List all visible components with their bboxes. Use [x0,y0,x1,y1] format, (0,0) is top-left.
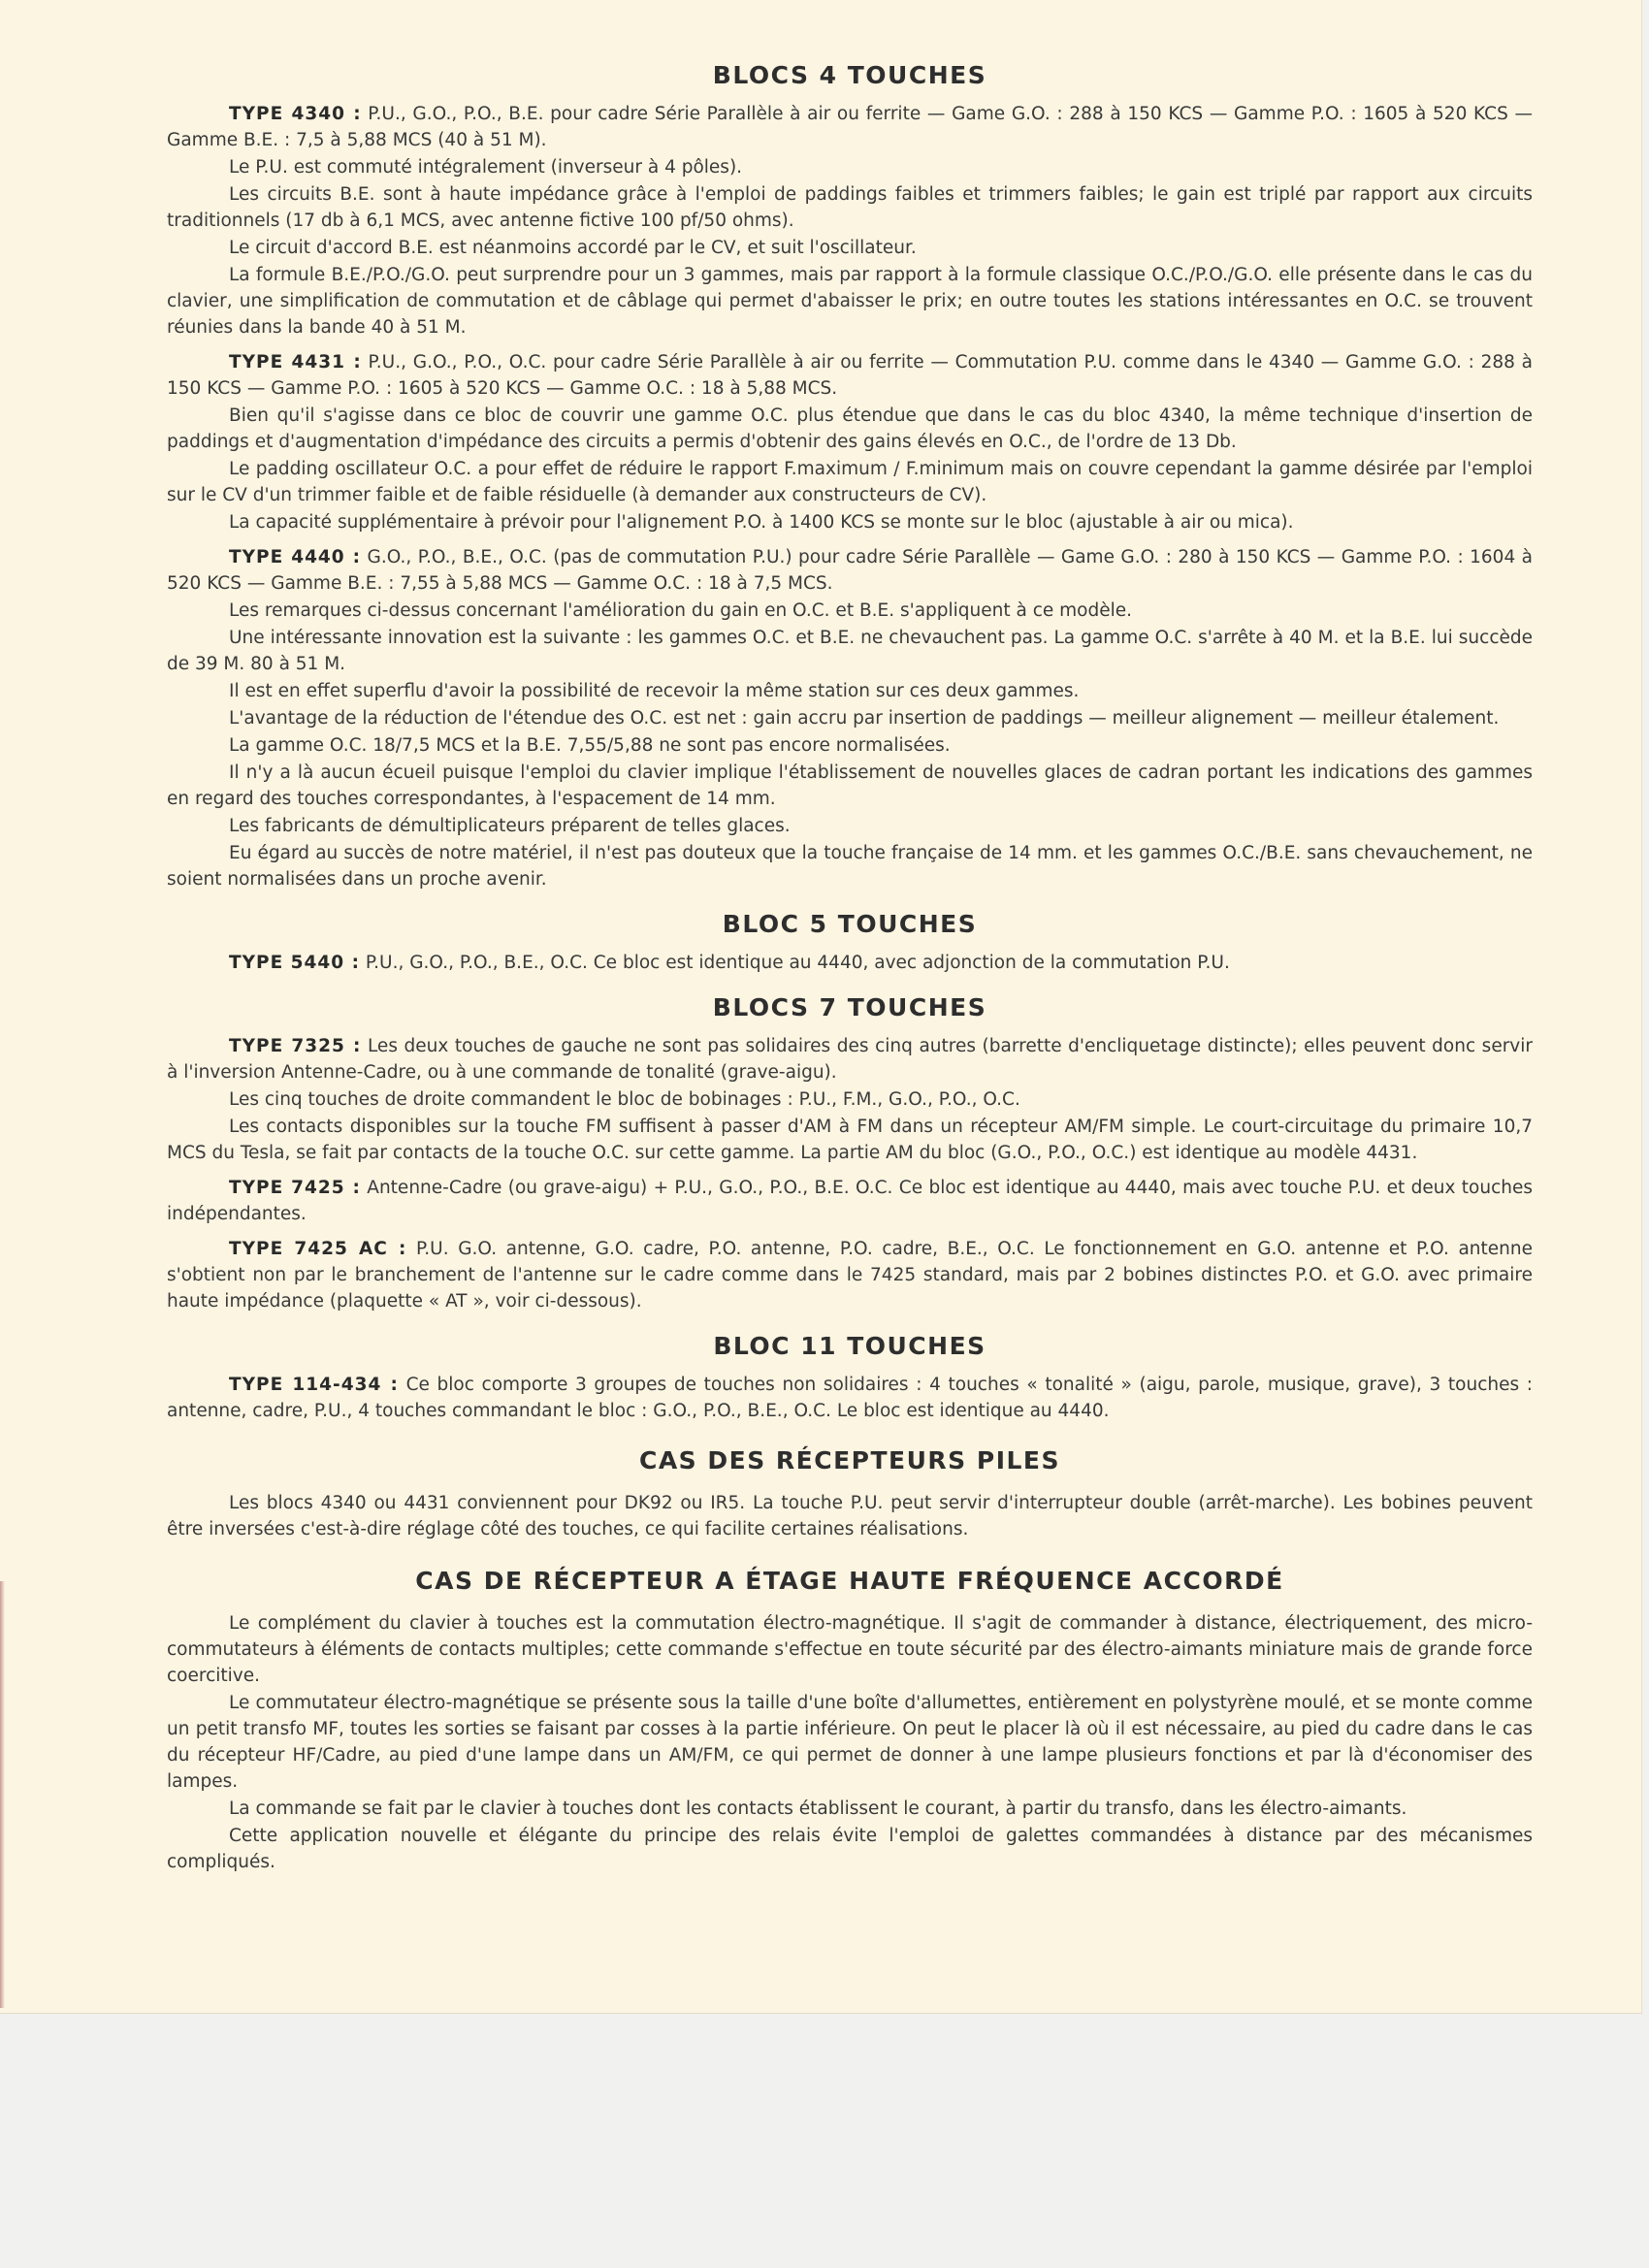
type-text: P.U. G.O. antenne, G.O. cadre, P.O. antenne, P.O. cadre, B.E., O.C. Le fonctionnement en G.O. antenne et P.O. antenne s'obtient non par le branchement de l'antenne sur le cadre comme dans le 7425 standard, mais par 2 bobines distinctes P.O. et G.O. avec primaire haute impédance (plaquette « AT », voir ci-dessous). [167,1239,1533,1312]
paragraph: La commande se fait par le clavier à touches dont les contacts établissent le courant, à partir du transfo, dans les électro-aimants. [229,1798,1407,1819]
type-5440-paragraph [167,950,1533,976]
paragraph: Les circuits B.E. sont à haute impédance grâce à l'emploi de paddings faibles et trimmers faibles; le gain est triplé par rapport aux circuits traditionnels (17 db à 6,1 MCS, avec antenne fictive 100 pf/50 ohms). [167,184,1533,231]
type-text: Les deux touches de gauche ne sont pas solidaires des cinq autres (barrette d'encliquetage distincte); elles peuvent donc servir à l'inversion Antenne-Cadre, ou à une commande de tonalité (grave-aigu). [167,1036,1534,1083]
type-7425-paragraph [167,1175,1533,1227]
type-4340-paragraph [167,101,1533,153]
paragraph: Les contacts disponibles sur la touche FM suffisent à passer d'AM à FM dans un récepteur AM/FM simple. Le court-circuitage du primaire 10,7 MCS du Tesla, se fait par contacts de la touche O.C. sur cette gamme. La partie AM du bloc (G.O., P.O., O.C.) est identique au modèle 4431. [167,1117,1533,1163]
type-text: G.O., P.O., B.E., O.C. (pas de commutation P.U.) pour cadre Série Parallèle — Game G.O. : 280 à 150 KCS — Gamme P.O. : 1604 à 520 KCS — Gamme B.E. : 7,55 à 5,88 MCS — Gamme O.C. : 18 à 7,5 MCS. [167,547,1533,594]
paragraph: Le commutateur électro-magnétique se présente sous la taille d'une boîte d'allumettes, entièrement en polystyrène moulé, et se monte comme un petit transfo MF, toutes les sorties se faisant par cosses à la partie inférieure. On peut le placer là où il est nécessaire, au pied du cadre dans le cas du récepteur HF/Cadre, au pied d'une lampe dans un AM/FM, ce qui permet de donner à une lampe plusieurs fonctions et par là d'économiser des lampes. [167,1693,1533,1792]
paragraph: Les blocs 4340 ou 4431 conviennent pour DK92 ou IR5. La touche P.U. peut servir d'interrupteur double (arrêt-marche). Les bobines peuvent être inversées c'est-à-dire réglage côté des touches, ce qui facilite certaines réalisations. [167,1493,1533,1539]
type-text: Ce bloc comporte 3 groupes de touches non solidaires : 4 touches « tonalité » (aigu, parole, musique, grave), 3 touches : antenne, cadre, P.U., 4 touches commandant le bloc : G.O., P.O., B.E., O.C. Le bloc est identique au 4440. [167,1375,1533,1421]
paragraph: Le padding oscillateur O.C. a pour effet de réduire le rapport F.maximum / F.minimum mais on couvre cependant la gamme désirée par l'emploi sur le CV d'un trimmer faible et de faible résiduelle (à demander aux constructeurs de CV). [167,459,1533,505]
paragraph: Eu égard au succès de notre matériel, il n'est pas douteux que la touche française de 14 mm. et les gammes O.C./B.E. sans chevauchement, ne soient normalisées dans un proche avenir. [167,843,1533,890]
paragraph: Il est en effet superflu d'avoir la possibilité de recevoir la même station sur ces deux gammes. [229,681,1080,701]
type-label: TYPE 4340 : [229,104,362,124]
heading-blocs-7-touches: BLOCS 7 TOUCHES [712,993,987,1021]
paragraph: Le P.U. est commuté intégralement (inverseur à 4 pôles). [229,157,743,178]
type-label: TYPE 4440 : [229,547,362,567]
paragraph: Les remarques ci-dessus concernant l'amélioration du gain en O.C. et B.E. s'appliquent à ce modèle. [229,600,1133,621]
document-body [167,56,1533,1876]
type-label: TYPE 7425 AC : [229,1239,407,1259]
type-text: Antenne-Cadre (ou grave-aigu) + P.U., G.O., P.O., B.E. O.C. Ce bloc est identique au 4440, mais avec touche P.U. et deux touches indépendantes. [167,1178,1534,1224]
type-label: TYPE 7425 : [229,1178,361,1198]
heading-blocs-4-touches: BLOCS 4 TOUCHES [712,61,987,89]
type-label: TYPE 114-434 : [229,1375,399,1395]
type-text: P.U., G.O., P.O., B.E., O.C. Ce bloc est identique au 4440, avec adjonction de la commutation P.U. [365,953,1230,973]
type-4431-paragraph [167,349,1533,402]
type-text: P.U., G.O., P.O., B.E. pour cadre Série Parallèle à air ou ferrite — Game G.O. : 288 à 150 KCS — Gamme P.O. : 1605 à 520 KCS — Gamme B.E. : 7,5 à 5,88 MCS (40 à 51 M). [167,104,1533,150]
heading-etage-hf-accorde: CAS DE RÉCEPTEUR A ÉTAGE HAUTE FRÉQUENCE ACCORDÉ [415,1567,1284,1595]
heading-bloc-11-touches: BLOC 11 TOUCHES [713,1332,986,1360]
type-label: TYPE 7325 : [229,1036,362,1056]
type-7425-ac-paragraph [167,1236,1533,1314]
paragraph: Le complément du clavier à touches est la commutation électro-magnétique. Il s'agit de commander à distance, électriquement, des micro-commutateurs à éléments de contacts multiples; cette commande s'effectue en toute sécurité par des électro-aimants miniature mais de grande force coercitive. [167,1613,1533,1686]
paragraph: L'avantage de la réduction de l'étendue des O.C. est net : gain accru par insertion de paddings — meilleur alignement — meilleur étalement. [229,708,1500,729]
paragraph: Il n'y a là aucun écueil puisque l'emploi du clavier implique l'établissement de nouvelles glaces de cadran portant les indications des gammes en regard des touches correspondantes, à l'espacement de 14 mm. [167,762,1533,809]
paragraph: La gamme O.C. 18/7,5 MCS et la B.E. 7,55/5,88 ne sont pas encore normalisées. [229,735,951,756]
type-label: TYPE 4431 : [229,352,362,373]
type-4440-paragraph [167,544,1533,597]
heading-bloc-5-touches: BLOC 5 TOUCHES [722,910,978,938]
paragraph: La formule B.E./P.O./G.O. peut surprendre pour un 3 gammes, mais par rapport à la formule classique O.C./P.O./G.O. elle présente dans le cas du clavier, une simplification de commutation et de câblage qui permet d'abaisser le prix; en outre toutes les stations intéressantes en O.C. se trouvent réunies dans la bande 40 à 51 M. [167,265,1533,338]
page-edge-stain [0,1581,5,2008]
type-114-434-paragraph [167,1372,1533,1424]
paragraph: Cette application nouvelle et élégante du principe des relais évite l'emploi de galettes commandées à distance par des mécanismes compliqués. [167,1826,1533,1872]
paragraph: Les cinq touches de droite commandent le bloc de bobinages : P.U., F.M., G.O., P.O., O.C. [229,1089,1020,1110]
paragraph: Le circuit d'accord B.E. est néanmoins accordé par le CV, et suit l'oscillateur. [229,238,917,258]
paragraph: Bien qu'il s'agisse dans ce bloc de couvrir une gamme O.C. plus étendue que dans le cas du bloc 4340, la même technique d'insertion de paddings et d'augmentation d'impédance des circuits a permis d'obtenir des gains élevés en O.C., de l'ordre de 13 Db. [167,405,1533,452]
heading-recepteurs-piles: CAS DES RÉCEPTEURS PILES [638,1446,1061,1474]
type-text: P.U., G.O., P.O., O.C. pour cadre Série Parallèle à air ou ferrite — Commutation P.U. comme dans le 4340 — Gamme G.O. : 288 à 150 KCS — Gamme P.O. : 1605 à 520 KCS — Gamme O.C. : 18 à 5,88 MCS. [167,352,1533,399]
paragraph: Une intéressante innovation est la suivante : les gammes O.C. et B.E. ne chevauchent pas. La gamme O.C. s'arrête à 40 M. et la B.E. lui succède de 39 M. 80 à 51 M. [167,628,1533,674]
type-label: TYPE 5440 : [229,953,360,973]
paragraph: La capacité supplémentaire à prévoir pour l'alignement P.O. à 1400 KCS se monte sur le bloc (ajustable à air ou mica). [229,512,1294,533]
paragraph: Les fabricants de démultiplicateurs préparent de telles glaces. [229,816,791,836]
type-7325-paragraph [167,1033,1533,1085]
